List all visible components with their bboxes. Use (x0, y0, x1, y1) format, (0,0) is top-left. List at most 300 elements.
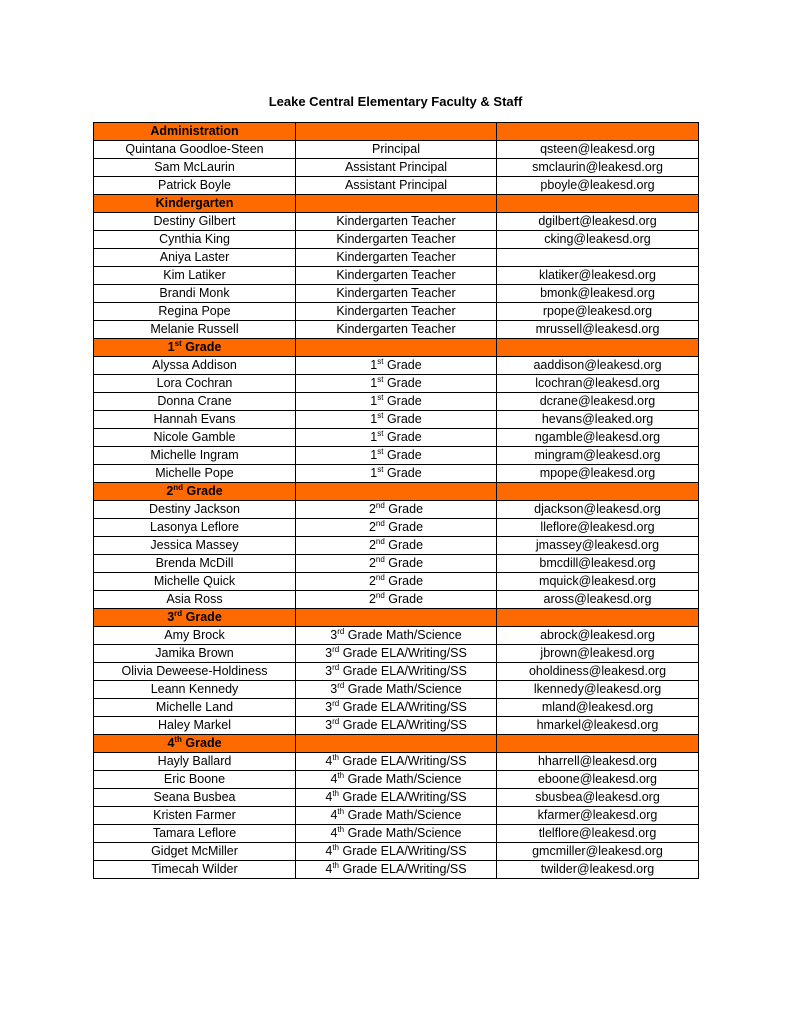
staff-email: hharrell@leakesd.org (537, 754, 657, 768)
staff-role: 4 (330, 826, 338, 840)
staff-email: mland@leakesd.org (541, 700, 654, 714)
staff-role: 1 (370, 448, 378, 462)
staff-role-ordinal: rd (332, 644, 340, 654)
staff-role-suffix: Grade (383, 466, 422, 480)
staff-role: 1 (370, 466, 378, 480)
staff-role-ordinal: th (337, 770, 345, 780)
staff-role: 4 (325, 790, 333, 804)
staff-name: Brenda McDill (155, 556, 234, 570)
staff-role-cell (296, 771, 497, 789)
staff-email: rpope@leakesd.org (542, 304, 653, 318)
staff-email: mrussell@leakesd.org (535, 322, 660, 336)
staff-email: mingram@leakesd.org (534, 448, 661, 462)
staff-role-cell (296, 177, 497, 195)
staff-name-cell (94, 591, 296, 609)
staff-name: Michelle Ingram (150, 448, 239, 462)
section-heading (94, 123, 296, 141)
staff-role-cell (296, 789, 497, 807)
staff-role-suffix: Grade ELA/Writing/SS (339, 700, 467, 714)
staff-name-cell (94, 555, 296, 573)
staff-role-suffix: Grade Math/Science (344, 772, 462, 786)
staff-email-cell (497, 699, 699, 717)
section-header-row (94, 123, 699, 141)
table-row (94, 231, 699, 249)
staff-name: Destiny Gilbert (153, 214, 236, 228)
staff-name-cell (94, 825, 296, 843)
staff-role-suffix: Grade (384, 538, 424, 552)
staff-name: Olivia Deweese-Holdiness (121, 664, 268, 678)
staff-role: 4 (325, 754, 333, 768)
staff-name-cell (94, 465, 296, 483)
staff-role-ordinal: st (377, 428, 384, 438)
table-row (94, 411, 699, 429)
staff-role-cell (296, 501, 497, 519)
section-heading-suffix: Grade (181, 736, 222, 750)
staff-name: Kristen Farmer (153, 808, 236, 822)
staff-role-suffix: Grade ELA/Writing/SS (339, 718, 467, 732)
staff-name-cell (94, 411, 296, 429)
staff-email: djackson@leakesd.org (534, 502, 661, 516)
section-heading-text: 4 (167, 736, 175, 750)
staff-name: Melanie Russell (150, 322, 239, 336)
section-header-empty-cell (497, 483, 699, 501)
staff-role-cell (296, 519, 497, 537)
staff-email: jmassey@leakesd.org (535, 538, 660, 552)
section-heading (94, 609, 296, 627)
staff-role: 3 (330, 628, 338, 642)
staff-role-suffix: Grade ELA/Writing/SS (339, 844, 467, 858)
table-row (94, 249, 699, 267)
staff-name: Aniya Laster (159, 250, 230, 264)
staff-email-cell (497, 159, 699, 177)
staff-name-cell (94, 447, 296, 465)
staff-role-cell (296, 429, 497, 447)
staff-role-suffix: Grade ELA/Writing/SS (339, 664, 467, 678)
staff-role-cell (296, 249, 497, 267)
staff-name-cell (94, 375, 296, 393)
staff-role: 2 (368, 574, 376, 588)
staff-role-cell (296, 663, 497, 681)
section-heading (94, 195, 296, 213)
staff-email: eboone@leakesd.org (537, 772, 658, 786)
table-row (94, 267, 699, 285)
staff-email-cell (497, 249, 699, 267)
table-row (94, 141, 699, 159)
staff-role-cell (296, 231, 497, 249)
staff-role: 3 (325, 646, 333, 660)
staff-role-ordinal: nd (375, 500, 385, 510)
section-header-empty-cell (296, 123, 497, 141)
staff-email-cell (497, 321, 699, 339)
staff-name-cell (94, 249, 296, 267)
staff-role-suffix: Grade (383, 358, 422, 372)
staff-name-cell (94, 645, 296, 663)
staff-role: Assistant Principal (344, 178, 448, 192)
staff-name: Sam McLaurin (154, 160, 235, 174)
staff-role: 3 (330, 682, 338, 696)
staff-role: 4 (325, 844, 333, 858)
staff-email: twilder@leakesd.org (540, 862, 655, 876)
section-header-empty-cell (497, 195, 699, 213)
staff-role-cell (296, 393, 497, 411)
section-header-empty-cell (497, 735, 699, 753)
staff-email-cell (497, 177, 699, 195)
staff-role-cell (296, 627, 497, 645)
staff-role: 3 (325, 700, 333, 714)
staff-role-ordinal: th (332, 752, 339, 762)
staff-email-cell (497, 573, 699, 591)
staff-email: dgilbert@leakesd.org (538, 214, 657, 228)
staff-role: Assistant Principal (344, 160, 448, 174)
staff-name: Hannah Evans (153, 412, 236, 426)
table-row (94, 537, 699, 555)
staff-email: sbusbea@leakesd.org (535, 790, 660, 804)
section-header-row (94, 609, 699, 627)
staff-role: 2 (368, 502, 376, 516)
staff-name-cell (94, 627, 296, 645)
staff-email-cell (497, 501, 699, 519)
section-heading-text: 2 (166, 484, 174, 498)
staff-role: Kindergarten Teacher (336, 286, 456, 300)
staff-role-cell (296, 447, 497, 465)
staff-email: hmarkel@leakesd.org (536, 718, 659, 732)
staff-email-cell (497, 447, 699, 465)
staff-role: 3 (325, 664, 333, 678)
staff-role: 1 (370, 412, 378, 426)
staff-role: Kindergarten Teacher (336, 268, 456, 282)
section-header-row (94, 483, 699, 501)
staff-role-cell (296, 573, 497, 591)
staff-name: Destiny Jackson (148, 502, 240, 516)
staff-email-cell (497, 231, 699, 249)
staff-email-cell (497, 537, 699, 555)
staff-email: smclaurin@leakesd.org (532, 160, 663, 174)
section-header-empty-cell (296, 483, 497, 501)
staff-role-cell (296, 807, 497, 825)
staff-role: 2 (368, 592, 376, 606)
table-row (94, 681, 699, 699)
staff-role: 4 (330, 772, 338, 786)
staff-email-cell (497, 627, 699, 645)
staff-role: Kindergarten Teacher (336, 304, 456, 318)
staff-name: Jessica Massey (150, 538, 239, 552)
section-header-row (94, 195, 699, 213)
staff-role-cell (296, 555, 497, 573)
staff-email: lleflore@leakesd.org (540, 520, 655, 534)
staff-name: Asia Ross (166, 592, 223, 606)
staff-name-cell (94, 717, 296, 735)
staff-name: Jamika Brown (155, 646, 234, 660)
staff-role-ordinal: rd (332, 698, 340, 708)
staff-role: 2 (368, 556, 376, 570)
staff-role-suffix: Grade (383, 430, 422, 444)
staff-name: Donna Crane (157, 394, 232, 408)
table-row (94, 717, 699, 735)
staff-name-cell (94, 573, 296, 591)
staff-email: hevans@leaked.org (541, 412, 654, 426)
staff-email: abrock@leakesd.org (540, 628, 655, 642)
staff-role-suffix: Grade (384, 574, 424, 588)
staff-role-suffix: Grade Math/Science (344, 826, 462, 840)
table-row (94, 771, 699, 789)
staff-role: 4 (330, 808, 338, 822)
staff-name: Gidget McMiller (151, 844, 238, 858)
staff-role-ordinal: th (332, 788, 339, 798)
table-row (94, 213, 699, 231)
staff-role-ordinal: st (377, 374, 384, 384)
staff-role: Principal (372, 142, 420, 156)
staff-role-cell (296, 159, 497, 177)
section-heading-suffix: Grade (181, 340, 222, 354)
staff-role-suffix: Grade ELA/Writing/SS (339, 754, 467, 768)
staff-role: 4 (325, 862, 333, 876)
staff-email: aaddison@leakesd.org (533, 358, 662, 372)
staff-role-ordinal: nd (375, 554, 385, 564)
table-row (94, 663, 699, 681)
staff-role-ordinal: rd (337, 680, 345, 690)
staff-role-cell (296, 321, 497, 339)
section-heading-ordinal: th (174, 734, 182, 744)
staff-role-ordinal: st (377, 356, 384, 366)
table-row (94, 861, 699, 879)
staff-name-cell (94, 807, 296, 825)
staff-name: Timecah Wilder (151, 862, 238, 876)
table-row (94, 393, 699, 411)
staff-role-cell (296, 357, 497, 375)
staff-email-cell (497, 393, 699, 411)
staff-email: kfarmer@leakesd.org (537, 808, 658, 822)
staff-role-ordinal: rd (332, 662, 340, 672)
table-row (94, 753, 699, 771)
table-row (94, 447, 699, 465)
staff-name-cell (94, 861, 296, 879)
section-heading (94, 339, 296, 357)
staff-name: Quintana Goodloe-Steen (125, 142, 264, 156)
staff-role-suffix: Grade ELA/Writing/SS (339, 790, 467, 804)
table-row (94, 843, 699, 861)
staff-email-cell (497, 141, 699, 159)
section-heading (94, 483, 296, 501)
table-row (94, 357, 699, 375)
staff-name-cell (94, 663, 296, 681)
table-row (94, 591, 699, 609)
staff-email-cell (497, 789, 699, 807)
staff-role-ordinal: st (377, 464, 384, 474)
staff-email-cell (497, 861, 699, 879)
staff-email-cell (497, 591, 699, 609)
staff-role-ordinal: nd (375, 518, 385, 528)
staff-role-cell (296, 825, 497, 843)
staff-role-ordinal: th (332, 842, 339, 852)
staff-name-cell (94, 321, 296, 339)
table-row (94, 519, 699, 537)
staff-name: Amy Brock (164, 628, 225, 642)
staff-email-cell (497, 303, 699, 321)
staff-name: Hayly Ballard (157, 754, 232, 768)
staff-name: Michelle Land (155, 700, 234, 714)
staff-directory-table (93, 122, 699, 879)
staff-role-ordinal: th (337, 806, 345, 816)
staff-name: Lora Cochran (156, 376, 233, 390)
staff-email: ngamble@leakesd.org (534, 430, 661, 444)
staff-name-cell (94, 429, 296, 447)
staff-email-cell (497, 771, 699, 789)
staff-role-suffix: Grade (383, 412, 422, 426)
staff-role-cell (296, 861, 497, 879)
table-row (94, 501, 699, 519)
staff-role-suffix: Grade (383, 394, 422, 408)
section-header-empty-cell (296, 195, 497, 213)
staff-name-cell (94, 843, 296, 861)
staff-name: Lasonya Leflore (150, 520, 239, 534)
staff-email-cell (497, 465, 699, 483)
staff-role-suffix: Grade Math/Science (344, 682, 462, 696)
staff-role-cell (296, 303, 497, 321)
staff-email: gmcmiller@leakesd.org (532, 844, 663, 858)
staff-name-cell (94, 303, 296, 321)
staff-role-cell (296, 591, 497, 609)
staff-role-cell (296, 375, 497, 393)
table-row (94, 627, 699, 645)
staff-role-ordinal: st (377, 392, 384, 402)
table-row (94, 825, 699, 843)
staff-role: Kindergarten Teacher (336, 232, 456, 246)
staff-name: Cynthia King (159, 232, 230, 246)
staff-email-cell (497, 213, 699, 231)
staff-email: bmonk@leakesd.org (540, 286, 655, 300)
table-row (94, 807, 699, 825)
staff-role-cell (296, 753, 497, 771)
staff-email: pboyle@leakesd.org (540, 178, 655, 192)
staff-role-suffix: Grade ELA/Writing/SS (339, 862, 467, 876)
staff-role: 1 (370, 358, 378, 372)
staff-email-cell (497, 825, 699, 843)
staff-role-suffix: Grade (384, 556, 424, 570)
staff-email: dcrane@leakesd.org (539, 394, 656, 408)
staff-name-cell (94, 267, 296, 285)
staff-role-cell (296, 411, 497, 429)
staff-role-suffix: Grade (383, 448, 422, 462)
staff-role-cell (296, 537, 497, 555)
staff-role-ordinal: nd (375, 572, 385, 582)
staff-role: 2 (368, 520, 376, 534)
staff-email-cell (497, 807, 699, 825)
section-header-empty-cell (497, 339, 699, 357)
table-row (94, 177, 699, 195)
staff-email-cell (497, 717, 699, 735)
table-row (94, 789, 699, 807)
staff-email-cell (497, 357, 699, 375)
section-heading-suffix: Grade (182, 610, 222, 624)
table-row (94, 573, 699, 591)
section-heading-text: Administration (150, 124, 239, 138)
staff-email: jbrown@leakesd.org (540, 646, 655, 660)
section-heading-ordinal: nd (173, 482, 184, 492)
staff-name: Leann Kennedy (150, 682, 239, 696)
staff-role-cell (296, 699, 497, 717)
staff-name-cell (94, 501, 296, 519)
section-heading-suffix: Grade (183, 484, 223, 498)
staff-name: Kim Latiker (163, 268, 226, 282)
staff-role: Kindergarten Teacher (336, 214, 456, 228)
staff-name: Michelle Pope (155, 466, 234, 480)
staff-role: Kindergarten Teacher (336, 322, 456, 336)
staff-name: Tamara Leflore (152, 826, 237, 840)
staff-role-ordinal: rd (332, 716, 340, 726)
staff-email-cell (497, 555, 699, 573)
staff-email: lcochran@leakesd.org (535, 376, 660, 390)
staff-role-cell (296, 267, 497, 285)
section-header-empty-cell (296, 735, 497, 753)
staff-email: lkennedy@leakesd.org (533, 682, 662, 696)
table-row (94, 465, 699, 483)
staff-name-cell (94, 537, 296, 555)
document-title: Leake Central Elementary Faculty & Staff (268, 94, 523, 109)
staff-role-ordinal: nd (375, 590, 385, 600)
staff-email: oholdiness@leakesd.org (528, 664, 667, 678)
staff-name: Brandi Monk (159, 286, 230, 300)
staff-role-cell (296, 465, 497, 483)
staff-role-suffix: Grade Math/Science (344, 628, 462, 642)
section-heading (94, 735, 296, 753)
staff-name-cell (94, 231, 296, 249)
staff-name: Michelle Quick (153, 574, 236, 588)
staff-email: cking@leakesd.org (544, 232, 651, 246)
staff-name-cell (94, 789, 296, 807)
staff-role: 1 (370, 376, 378, 390)
staff-name: Patrick Boyle (158, 178, 231, 192)
staff-table-body (94, 123, 699, 879)
table-row (94, 285, 699, 303)
staff-email: mquick@leakesd.org (539, 574, 656, 588)
table-row (94, 375, 699, 393)
section-header-empty-cell (296, 339, 497, 357)
staff-name-cell (94, 681, 296, 699)
table-row (94, 321, 699, 339)
staff-name: Eric Boone (163, 772, 226, 786)
staff-name: Haley Markel (158, 718, 231, 732)
staff-name-cell (94, 771, 296, 789)
staff-email: mpope@leakesd.org (539, 466, 656, 480)
section-heading-ordinal: rd (174, 608, 183, 618)
staff-role-suffix: Grade (383, 376, 422, 390)
staff-email-cell (497, 519, 699, 537)
section-header-row (94, 339, 699, 357)
staff-name-cell (94, 357, 296, 375)
staff-email: aross@leakesd.org (543, 592, 652, 606)
staff-name-cell (94, 177, 296, 195)
table-row (94, 303, 699, 321)
staff-role-cell (296, 681, 497, 699)
staff-role-cell (296, 645, 497, 663)
section-heading-text: Kindergarten (155, 196, 234, 210)
staff-email-cell (497, 753, 699, 771)
staff-role-cell (296, 141, 497, 159)
staff-name-cell (94, 159, 296, 177)
staff-name-cell (94, 141, 296, 159)
staff-role: Kindergarten Teacher (336, 250, 456, 264)
staff-email-cell (497, 429, 699, 447)
staff-role-ordinal: nd (375, 536, 385, 546)
staff-name-cell (94, 753, 296, 771)
staff-role-cell (296, 843, 497, 861)
staff-role: 2 (368, 538, 376, 552)
staff-name-cell (94, 213, 296, 231)
section-header-empty-cell (497, 609, 699, 627)
staff-name: Alyssa Addison (152, 358, 237, 372)
staff-role-cell (296, 213, 497, 231)
section-heading-text: 3 (167, 610, 175, 624)
